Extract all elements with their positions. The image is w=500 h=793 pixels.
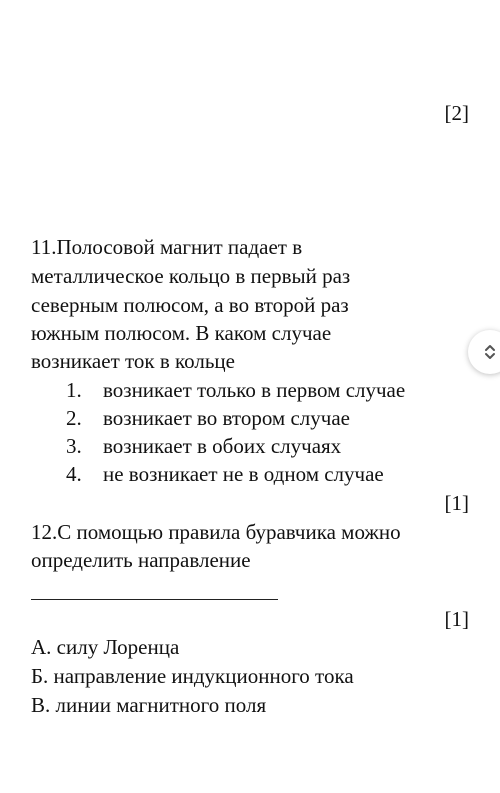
q12-answer-option: А. силу Лоренца (31, 635, 180, 659)
q11-option-text: возникает во втором случае (103, 406, 350, 430)
q11-marks: [1] (444, 491, 469, 515)
q12-text-line: определить направление (31, 548, 251, 572)
q12-answer-option: В. линии магнитного поля (31, 693, 267, 717)
q11-option-number: 4. (66, 462, 82, 486)
q11-option-text: возникает только в первом случае (103, 378, 406, 402)
q11-option-text: не возникает не в одном случае (103, 462, 384, 486)
q11-text-line: металлическое кольцо в первый раз (31, 264, 351, 288)
scroll-arrows-icon (483, 342, 497, 362)
q11-option-number: 3. (66, 434, 82, 458)
q11-text-line: возникает ток в кольце (31, 349, 235, 373)
answer-blank-line (31, 599, 278, 600)
q11-option-number: 1. (66, 378, 82, 402)
q11-text-line: 11.Полосовой магнит падает в (31, 235, 303, 259)
q11-text-line: южным полюсом. В каком случае (31, 321, 332, 345)
q11-text-line: северным полюсом, а во второй раз (31, 293, 349, 317)
q12-marks: [1] (444, 607, 469, 631)
q10-marks: [2] (444, 101, 469, 125)
q11-option-text: возникает в обоих случаях (103, 434, 342, 458)
scroll-button[interactable] (468, 330, 500, 374)
q12-text-line: 12.С помощью правила буравчика можно (31, 520, 401, 544)
q11-option-number: 2. (66, 406, 82, 430)
q12-answer-option: Б. направление индукционного тока (31, 664, 354, 688)
